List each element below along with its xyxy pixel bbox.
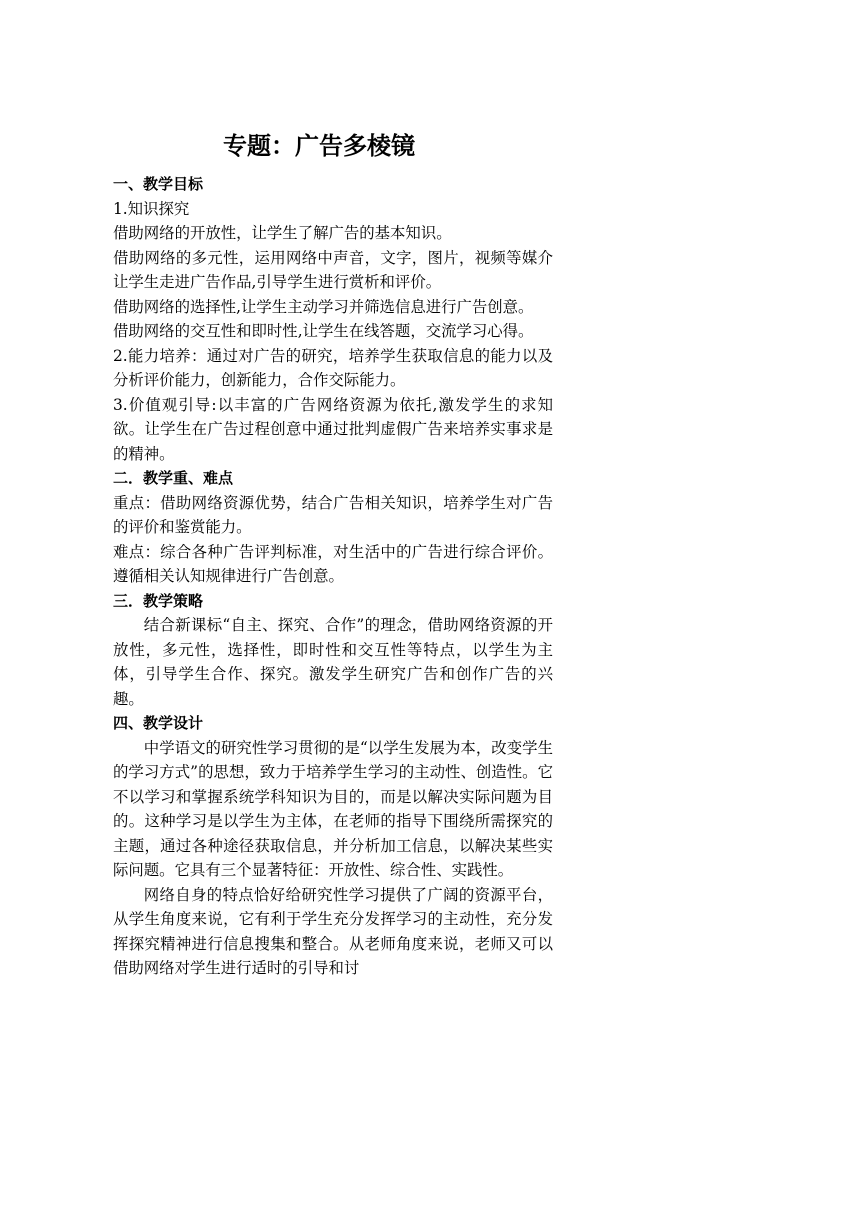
ability-paragraph: 2.能力培养：通过对广告的研究，培养学生获取信息的能力以及分析评价能力，创新能力，合作交际能力。 [113, 346, 553, 389]
objective-paragraph: 借助网络的开放性，让学生了解广告的基本知识。 [113, 224, 452, 242]
section-heading-objectives: 一、教学目标 [113, 175, 204, 193]
values-paragraph: 3.价值观引导:以丰富的广告网络资源为依托,激发学生的求知欲。让学生在广告过程创意中通过批判虚假广告来培养实事求是的精神。 [113, 395, 553, 463]
section-heading-strategy: 三．教学策略 [113, 591, 204, 610]
section-heading-key-points: 二．教学重、难点 [113, 469, 234, 487]
document-title: 专题：广告多棱镜 [223, 132, 415, 160]
objective-paragraph: 借助网络的选择性,让学生主动学习并筛选信息进行广告创意。 [113, 297, 534, 316]
strategy-paragraph: 结合新课标“自主、探究、合作”的理念，借助网络资源的开放性，多元性，选择性，即时性和交互性等特点，以学生为主体，引导学生合作、探究。激发学生研究广告和创作广告的兴趣。 [113, 616, 553, 708]
objective-paragraph: 借助网络的多元性，运用网络中声音，文字，图片，视频等媒介让学生走进广告作品,引导学生进行赏析和评价。 [113, 248, 553, 291]
section-heading-design: 四、教学设计 [113, 714, 204, 732]
document-page [113, 126, 553, 981]
subheading-knowledge: 1.知识探究 [113, 199, 190, 218]
design-paragraph: 中学语文的研究性学习贯彻的是“以学生发展为本，改变学生的学习方式”的思想，致力于培养学生学习的主动性、创造性。它不以学习和掌握系统学科知识为目的，而是以解决实际问题为目的。这种学习是以学生为主体，在老师的指导下围绕所需探究的主题，通过各种途径获取信息，并分析加工信息，以解决某些实际问题。它具有三个显著特征：开放性、综合性、实践性。 [113, 738, 553, 879]
design-paragraph: 网络自身的特点恰好给研究性学习提供了广阔的资源平台，从学生角度来说，它有利于学生充分发挥学习的主动性，充分发挥探究精神进行信息搜集和整合。从老师角度来说，老师又可以借助网络对学生进行适时的引导和讨 [113, 885, 553, 977]
key-point-paragraph: 重点：借助网络资源优势，结合广告相关知识，培养学生对广告的评价和鉴赏能力。 [113, 493, 553, 536]
difficulty-paragraph: 难点：综合各种广告评判标准，对生活中的广告进行综合评价。遵循相关认知规律进行广告创意。 [113, 542, 553, 585]
objective-paragraph: 借助网络的交互性和即时性,让学生在线答题，交流学习心得。 [113, 322, 534, 340]
